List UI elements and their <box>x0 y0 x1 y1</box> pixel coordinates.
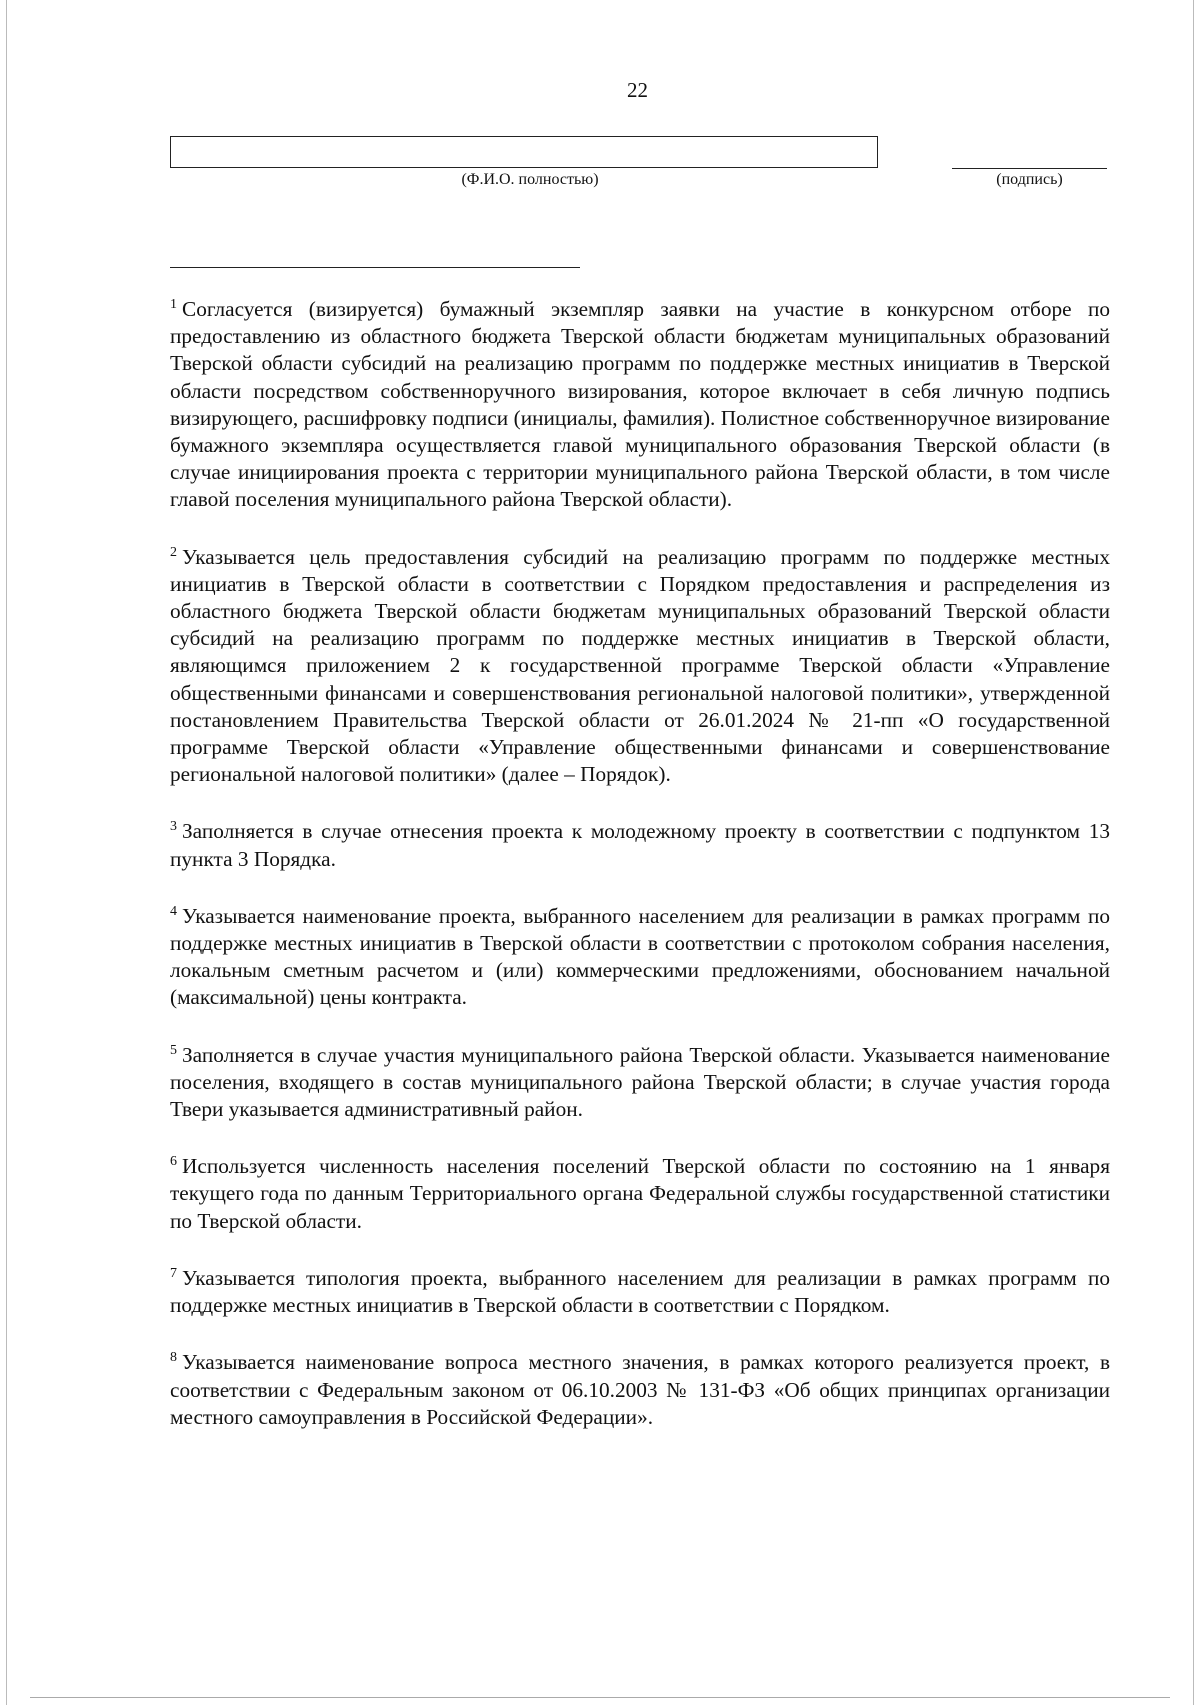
footnote <box>170 1042 1110 1124</box>
scan-edge-bottom <box>30 1697 1170 1698</box>
footnote-text: Указывается типология проекта, выбранного населением для реализации в рамках программ по поддержке местных инициатив в Тверской области в соответствии с Порядком. <box>170 1265 1110 1318</box>
footnote <box>170 544 1110 789</box>
scan-edge-left <box>6 0 7 1705</box>
footnote <box>170 1349 1110 1431</box>
full-name-caption: (Ф.И.О. полностью) <box>461 171 599 188</box>
footnote-text: Заполняется в случае отнесения проекта к молодежному проекту в соответствии с подпунктом 13 пункта 3 Порядка. <box>170 819 1110 871</box>
scan-edge-right <box>1193 0 1194 1705</box>
footnote-text: Используется численность населения поселений Тверской области по состоянию на 1 января текущего года по данным Территориального органа Федеральной службы государственной статистики по Тверской области. <box>170 1154 1110 1233</box>
footnote-text: Согласуется (визируется) бумажный экземпляр заявки на участие в конкурсном отборе по предоставлению из областного бюджета Тверской области бюджетам муниципальных образований Тверской области субсидий на реализацию программ по поддержке местных инициатив в Тверской области посредством собственноручного визирования, которое включает в себя личную подпись визирующего, расшифровку подписи (инициалы, фамилия). Полистное собственноручное визирование бумажного экземпляра осуществляется главой муниципального образования Тверской области (в случае инициирования проекта с территории муниципального района Тверской области, в том числе главой поселения муниципального района Тверской области). <box>170 297 1110 512</box>
footnote-number: 1 <box>170 297 177 312</box>
footnote-number: 2 <box>170 544 177 560</box>
full-name-field <box>170 136 878 168</box>
footnote-number: 7 <box>170 1265 177 1281</box>
footnote-number: 4 <box>170 903 177 919</box>
footnote-separator <box>170 267 580 268</box>
footnote-text: Указывается наименование проекта, выбранного населением для реализации в рамках программ по поддержке местных инициатив в Тверской области в соответствии с протоколом собрания населения, локальным сметным расчетом и (или) коммерческими предложениями, обоснованием начальной (максимальной) цены контракта. <box>170 903 1110 1010</box>
footnote <box>170 1265 1110 1319</box>
footnote <box>170 903 1110 1012</box>
footnote <box>170 296 1110 514</box>
footnote-number: 8 <box>170 1350 177 1366</box>
footnotes-list <box>170 296 1110 1461</box>
signature-line <box>952 168 1107 169</box>
signature-caption: (подпись) <box>996 171 1063 188</box>
footnote-number: 3 <box>170 819 177 835</box>
footnote-number: 5 <box>170 1042 177 1058</box>
page-number: 22 <box>627 78 648 102</box>
footnote <box>170 1153 1110 1235</box>
footnote-text: Заполняется в случае участия муниципального района Тверской области. Указывается наименование поселения, входящего в состав муниципального района Тверской области; в случае участия города Твери указывается административный район. <box>170 1042 1110 1122</box>
footnote-number: 6 <box>170 1154 177 1170</box>
footnote <box>170 818 1110 872</box>
footnote-text: Указывается цель предоставления субсидий на реализацию программ по поддержке местных инициатив в Тверской области в соответствии с Порядком предоставления и распределения из областного бюджета Тверской области бюджетам муниципальных образований Тверской области субсидий на реализацию программ по поддержке местных инициатив в Тверской области, являющимся приложением 2 к государственной программе Тверской области «Управление общественными финансами и совершенствования региональной налоговой политики», утвержденной постановлением Правительства Тверской области от 26.01.2024 № 21-пп «О государственной программе Тверской области «Управление общественными финансами и совершенствование региональной налоговой политики» (далее – Порядок). <box>170 544 1110 787</box>
footnote-text: Указывается наименование вопроса местного значения, в рамках которого реализуется проект, в соответствии с Федеральным законом от 06.10.2003 № 131-ФЗ «Об общих принципах организации местного самоуправления в Российской Федерации». <box>170 1350 1110 1429</box>
